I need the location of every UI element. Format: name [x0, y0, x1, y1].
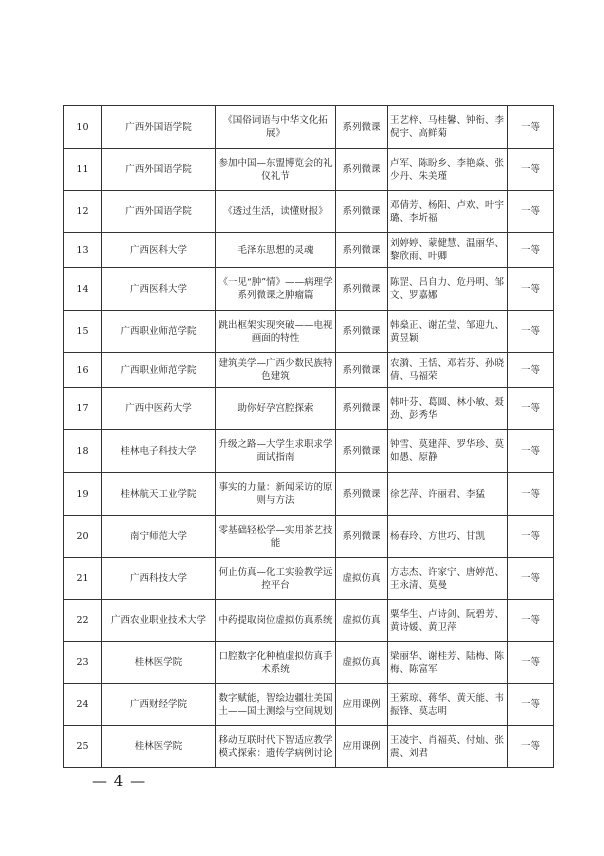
work-title: 何止仿真—化工实验教学远控平台: [216, 558, 336, 600]
award-table-body: [64, 106, 554, 768]
table-row: [64, 473, 554, 516]
award-level: 一等: [508, 684, 554, 726]
work-type: 系列微课: [336, 430, 388, 473]
work-title: 口腔数字化种植虚拟仿真手术系统: [216, 642, 336, 684]
work-type: 系列微课: [336, 268, 388, 311]
work-title: 跳出框架实现突破——电视画面的特性: [216, 311, 336, 353]
work-title: 参加中国—东盟博览会的礼仪礼节: [216, 149, 336, 191]
work-type: 应用课例: [336, 684, 388, 726]
award-level: 一等: [508, 311, 554, 353]
school-name: 桂林航天工业学院: [102, 473, 216, 516]
award-level: 一等: [508, 191, 554, 233]
award-level: 一等: [508, 388, 554, 430]
school-name: 广西财经学院: [102, 684, 216, 726]
school-name: 广西职业师范学院: [102, 311, 216, 353]
row-number: 19: [64, 473, 102, 516]
award-level: 一等: [508, 268, 554, 311]
row-number: 12: [64, 191, 102, 233]
work-type: 系列微课: [336, 473, 388, 516]
row-number: 13: [64, 233, 102, 268]
row-number: 17: [64, 388, 102, 430]
school-name: 桂林医学院: [102, 726, 216, 768]
award-level: 一等: [508, 558, 554, 600]
work-title: 移动互联时代下智适应教学模式探索：遗传学病例讨论: [216, 726, 336, 768]
work-type: 系列微课: [336, 311, 388, 353]
team-members: 卢军、陈盼乡、李艳焱、张少丹、朱美瑾: [388, 149, 508, 191]
work-title: 毛泽东思想的灵魂: [216, 233, 336, 268]
award-level: 一等: [508, 473, 554, 516]
team-members: 梁丽华、谢桂芳、陆梅、陈梅、陈富军: [388, 642, 508, 684]
row-number: 23: [64, 642, 102, 684]
row-number: 20: [64, 516, 102, 558]
work-type: 系列微课: [336, 191, 388, 233]
award-level: 一等: [508, 353, 554, 388]
work-type: 系列微课: [336, 516, 388, 558]
team-members: 刘婷婷、蒙健慧、温丽华、黎欣雨、叶卿: [388, 233, 508, 268]
school-name: 南宁师范大学: [102, 516, 216, 558]
work-title: 中药提取岗位虚拟仿真系统: [216, 600, 336, 642]
team-members: 徐艺萍、许丽君、李猛: [388, 473, 508, 516]
school-name: 广西医科大学: [102, 268, 216, 311]
award-level: 一等: [508, 233, 554, 268]
school-name: 广西外国语学院: [102, 106, 216, 149]
row-number: 21: [64, 558, 102, 600]
table-row: [64, 311, 554, 353]
row-number: 22: [64, 600, 102, 642]
table-row: [64, 268, 554, 311]
work-type: 虚拟仿真: [336, 600, 388, 642]
team-members: 韩叶芬、葛圆、林小敏、聂劲、彭秀华: [388, 388, 508, 430]
award-level: 一等: [508, 642, 554, 684]
team-members: 农漪、王恬、邓若芬、孙晓倩、马福荣: [388, 353, 508, 388]
table-row: [64, 726, 554, 768]
work-title: 《国俗词语与中华文化拓展》: [216, 106, 336, 149]
school-name: 桂林电子科技大学: [102, 430, 216, 473]
table-row: [64, 516, 554, 558]
work-title: 助你好孕宫腔探索: [216, 388, 336, 430]
page-number: — 4 —: [92, 772, 147, 790]
row-number: 16: [64, 353, 102, 388]
table-row: [64, 149, 554, 191]
team-members: 王艺梓、马桂馨、钟衔、李倪宇、高鲜菊: [388, 106, 508, 149]
work-type: 系列微课: [336, 388, 388, 430]
table-row: [64, 642, 554, 684]
school-name: 广西外国语学院: [102, 191, 216, 233]
school-name: 广西外国语学院: [102, 149, 216, 191]
team-members: 钟雪、莫建萍、罗华珍、莫如愚、原静: [388, 430, 508, 473]
team-members: 陈罡、吕自力、危丹明、邹文、罗嘉娜: [388, 268, 508, 311]
table-row: [64, 430, 554, 473]
school-name: 广西中医药大学: [102, 388, 216, 430]
table-row: [64, 388, 554, 430]
team-members: 邓倩芳、杨阳、卢欢、叶宇璐、李圻福: [388, 191, 508, 233]
work-type: 系列微课: [336, 149, 388, 191]
work-title: 数字赋能，智绘边疆壮美国土——国土测绘与空间规划: [216, 684, 336, 726]
table-row: [64, 191, 554, 233]
work-title: 事实的力量：新闻采访的原则与方法: [216, 473, 336, 516]
row-number: 15: [64, 311, 102, 353]
row-number: 24: [64, 684, 102, 726]
team-members: 方志杰、许家宁、唐婷范、王永清、莫曼: [388, 558, 508, 600]
work-title: 《透过生活，读懂财报》: [216, 191, 336, 233]
award-table: [63, 105, 554, 768]
school-name: 桂林医学院: [102, 642, 216, 684]
school-name: 广西科技大学: [102, 558, 216, 600]
school-name: 广西农业职业技术大学: [102, 600, 216, 642]
team-members: 王萦琼、蒋华、黄天能、韦振锋、莫志明: [388, 684, 508, 726]
award-level: 一等: [508, 726, 554, 768]
award-level: 一等: [508, 600, 554, 642]
work-type: 虚拟仿真: [336, 642, 388, 684]
work-type: 应用课例: [336, 726, 388, 768]
award-level: 一等: [508, 106, 554, 149]
table-row: [64, 684, 554, 726]
work-title: 建筑美学—广西少数民族特色建筑: [216, 353, 336, 388]
row-number: 18: [64, 430, 102, 473]
work-type: 系列微课: [336, 106, 388, 149]
work-title: 《一见“肿”情》——病理学系列微课之肿瘤篇: [216, 268, 336, 311]
row-number: 11: [64, 149, 102, 191]
team-members: 杨春玲、方世巧、甘凯: [388, 516, 508, 558]
table-row: [64, 558, 554, 600]
table-row: [64, 600, 554, 642]
team-members: 王凌宇、肖福英、付灿、张震、刘君: [388, 726, 508, 768]
award-level: 一等: [508, 516, 554, 558]
work-title: 升级之路—大学生求职求学面试指南: [216, 430, 336, 473]
row-number: 10: [64, 106, 102, 149]
work-type: 虚拟仿真: [336, 558, 388, 600]
school-name: 广西医科大学: [102, 233, 216, 268]
row-number: 25: [64, 726, 102, 768]
work-type: 系列微课: [336, 233, 388, 268]
work-title: 零基础轻松学—实用茶艺技能: [216, 516, 336, 558]
table-row: [64, 353, 554, 388]
row-number: 14: [64, 268, 102, 311]
team-members: 韩燊正、谢芷莹、邹迎九、黄昱颖: [388, 311, 508, 353]
team-members: 粟华生、卢诗剑、阮碧芳、黄诗媛、黄卫萍: [388, 600, 508, 642]
work-type: 系列微课: [336, 353, 388, 388]
table-row: [64, 233, 554, 268]
table-row: [64, 106, 554, 149]
school-name: 广西职业师范学院: [102, 353, 216, 388]
award-level: 一等: [508, 430, 554, 473]
award-level: 一等: [508, 149, 554, 191]
